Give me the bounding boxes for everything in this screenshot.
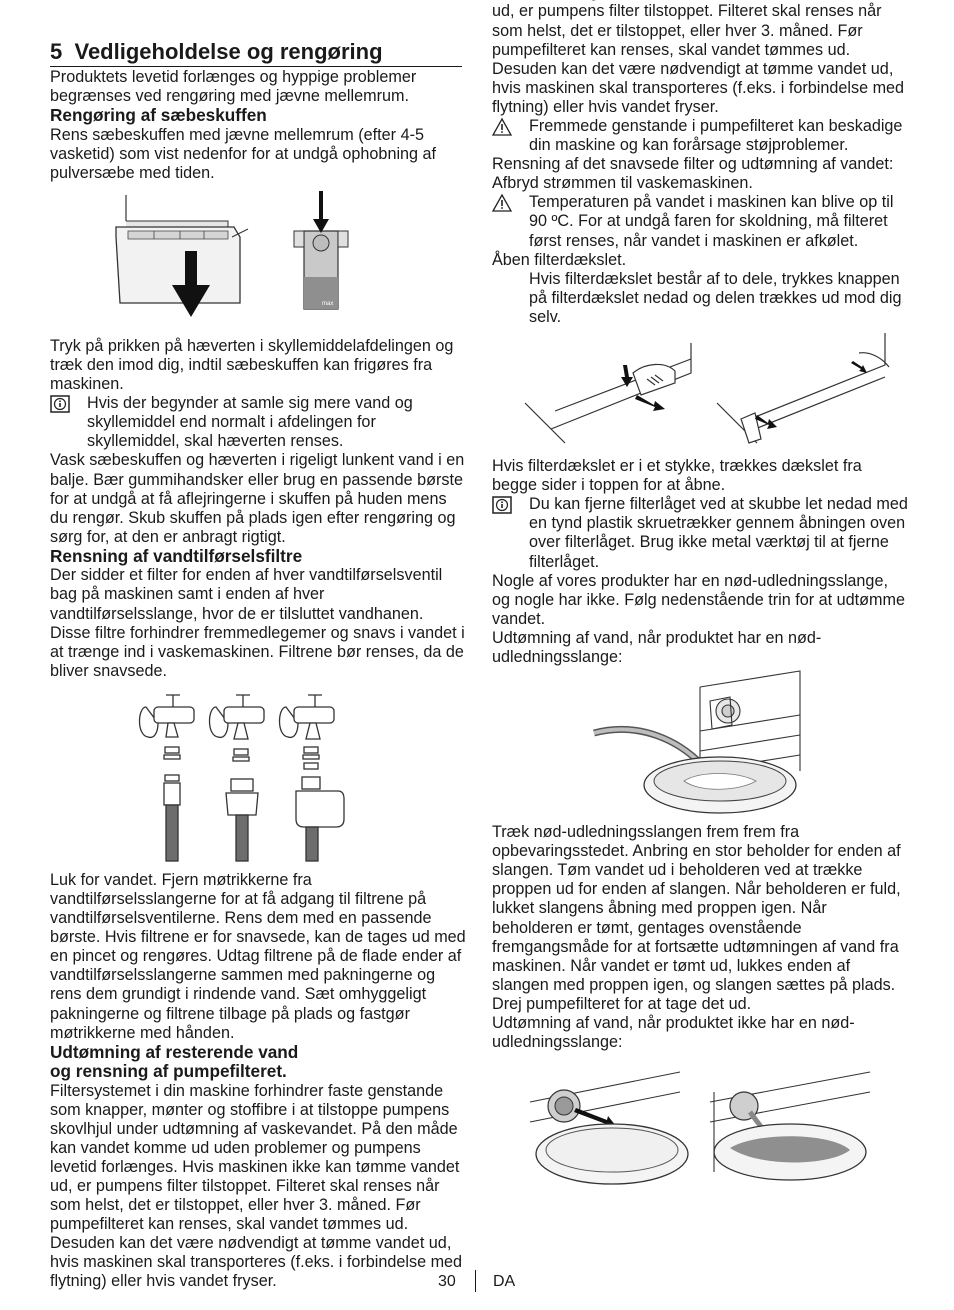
pump-paragraph-7: Nogle af vores produkter har en nød-udledningsslange, og nogle har ikke. Følg nedenstående trin for at udtømme vandet. — [492, 571, 906, 628]
pump-paragraph-6: Hvis filterdækslet er i et stykke, trækkes dækslet fra begge sider i toppen for at åbne. — [492, 457, 862, 495]
pump-note — [492, 495, 908, 571]
right-column — [492, 2, 908, 1180]
pump-paragraph-1: Filtersystemet i din maskine forhindrer faste genstande som knapper, mønter og stoffibre i at tilstoppe pumpens skovlhjul under udtømning af vaskevandet. På den måde kan vandet komme ud uden problemer og pumpens levetid forlænges. Hvis maskinen ikke kan tømme vandet ud, er pumpens filter tilstoppet. Filteret skal renses når som helst, det er tilstoppet, eller hver 3. måned. Før pumpefilteret kan renses, skal vandet tømmes ud. Desuden kan det være nødvendigt at tømme vandet ud, hvis maskinen skal transporteres (f.eks. i forbindelse med flytning) eller hvis vandet fryser. — [50, 1081, 463, 1291]
pump-paragraph-1-continued-text: ud, er pumpens filter tilstoppet. Filteret skal renses når som helst, det er tilstoppet, eller hver 3. måned. Før pumpefilteret kan renses, skal vandet tømmes ud. Desuden kan det være nødvendigt at tømme vandet ud, hvis maskinen skal transporteres (f.eks. i forbindelse med flytning) eller hvis vandet fryser. — [492, 2, 905, 116]
filter-cover-illustration — [505, 333, 895, 453]
soap-paragraph-1: Rens sæbeskuffen med jævne mellemrum (efter 4-5 vasketid) som vist nedenfor for at undgå ophobning af pulversæbe med tiden. — [50, 125, 437, 182]
drain-without-hose-illustration — [530, 1062, 870, 1180]
pump-paragraph-1-continued — [492, 2, 908, 117]
inlet-paragraph-2: Luk for vandet. Fjern møtrikkerne fra vandtilførselsslangerne for at få adgang til filtrene på vandtilførselsventilerne. Rens dem med en passende børste. Hvis filtrene er for snavsede, kan de tages ud med en pincet og rengøres. Udtag filtrene på de flade ender af vandtilførselsslangerne sammen med pakningerne og rens dem grundigt i rindende vand. Sæt omhyggeligt pakningerne og filtrene tilbage på plads og fastgør møtrikkerne med hånden. — [50, 870, 466, 1042]
section-intro: Produktets levetid forlænges og hyppige problemer begrænses ved rengøring med jævne mellemrum. — [50, 68, 417, 106]
pump-paragraph-5: Hvis filterdækslet består af to dele, trykkes knappen på filterdækslet nedad og delen trækkes ud mod dig selv. — [529, 269, 902, 326]
soap-note — [50, 394, 466, 451]
soap-drawer-max-label: max — [322, 300, 334, 307]
heading-soap-drawer: Rengøring af sæbeskuffen — [50, 105, 267, 126]
pump-paragraph-4: Åben filterdækslet. — [492, 250, 627, 269]
soap-drawer-illustration — [108, 191, 408, 331]
heading-pump-line2: og rensning af pumpefilteret. — [50, 1061, 287, 1082]
pump-warning-2-text: Temperaturen på vandet i maskinen kan blive op til 90 ºC. For at undgå faren for skoldning, må filteret først renses, når vandet i maskinen er afkølet. — [529, 193, 894, 250]
heading-inlet-filters: Rensning af vandtilførselsfiltre — [50, 545, 303, 566]
pump-paragraph-8: Udtømning af vand, når produktet har en nød-udledningsslange: — [492, 628, 822, 666]
page-footer — [0, 1270, 954, 1294]
language-code: DA — [493, 1273, 516, 1290]
info-icon — [50, 395, 70, 413]
section-title — [50, 38, 466, 66]
warning-triangle-icon — [492, 118, 512, 136]
soap-paragraph-2: Tryk på prikken på hæverten i skyllemiddelafdelingen og træk den imod dig, indtil sæbeskuffen kan frigøres fra maskinen. — [50, 336, 454, 394]
pump-note-text: Du kan fjerne filterlåget ved at skubbe let nedad med en tynd plastik skruetrækker gennem åbningen oven over filterlåget. Brug ikke metal værktøj til at fjerne filterlåget. — [529, 495, 908, 571]
pump-paragraph-10: Udtømning af vand, når produktet ikke har en nød-udledningsslange: — [492, 1014, 855, 1052]
warning-triangle-icon — [492, 194, 512, 212]
pump-warning-2 — [492, 193, 908, 250]
footer-divider — [475, 1270, 476, 1292]
pump-warning-1-text: Fremmede genstande i pumpefilteret kan beskadige din maskine og kan forårsage støjproblemer. — [529, 117, 903, 155]
pump-paragraph-2: Rensning af det snavsede filter og udtømning af vandet: — [492, 155, 894, 174]
water-tap-filters-illustration — [128, 687, 388, 867]
info-icon — [492, 496, 512, 514]
pump-warning-1 — [492, 117, 908, 155]
emergency-hose-drain-illustration — [580, 671, 820, 819]
soap-paragraph-3: Vask sæbeskuffen og hæverten i rigeligt lunkent vand i en balje. Bær gummihandsker eller brug en passende børste for at undgå at få aflejringerne i skuffen på huden mens du rengør. Skub skuffen på plads igen efter rengøring og sørg for, at den er anbragt rigtigt. — [50, 451, 465, 546]
section-title-text: Vedligeholdelse og rengøring — [74, 39, 383, 64]
heading-pump-line1: Udtømning af resterende vand — [50, 1041, 299, 1062]
pump-paragraph-3: Afbryd strømmen til vaskemaskinen. — [492, 174, 753, 193]
title-rule — [50, 66, 462, 67]
pump-paragraph-9: Træk nød-udledningsslangen frem frem fra opbevaringsstedet. Anbring en stor beholder for enden af slangen. Tøm vandet ud i beholderen ved at trække proppen ud for enden af slangen. Når beholderen er fuld, lukket slangens åbning med proppen igen. Når beholderen er tømt, gentages ovenstående fremgangsmåde for at fortsætte udtømningen af vand fra maskinen. Når vandet er tømt ud, lukkes enden af slangen med proppen igen, og slangen sættes på plads. Drej pumpefilteret for at tage det ud. — [492, 823, 901, 1013]
section-number: 5 — [50, 39, 63, 64]
page-number: 30 — [438, 1273, 456, 1290]
soap-note-text: Hvis der begynder at samle sig mere vand og skyllemiddel end normalt i afdelingen for skyllemiddel, skal hæverten renses. — [87, 394, 413, 451]
inlet-paragraph-1: Der sidder et filter for enden af hver vandtilførselsventil bag på maskinen samt i enden af hver vandtilførselsslange, hvor de er tilsluttet vandhanen. Disse filtre forhindrer fremmedlegemer og snavs i vandet i at trænge ind i vaskemaskinen. Filtrene bør renses, da de bliver snavsede. — [50, 566, 465, 680]
